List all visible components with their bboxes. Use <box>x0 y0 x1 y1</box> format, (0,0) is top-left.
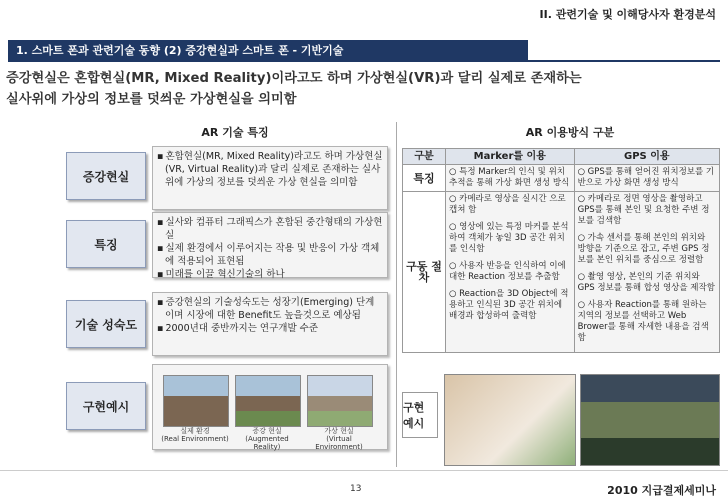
row-desc-maturity <box>152 292 388 356</box>
row-head-process: 구동 절차 <box>403 192 446 353</box>
footer-line <box>0 470 728 471</box>
process-step: ○ Reaction을 3D Object에 적용하고 인식된 3D 공간 위치에 배경과 합성하여 출력함 <box>449 289 569 321</box>
left-section-title: AR 기술 특징 <box>201 126 269 139</box>
summary-line-1: 증강현실은 혼합현실(MR, Mixed Reality)이라고도 하며 가상현실(VR)과 달리 실제로 존재하는 <box>6 71 582 86</box>
desc-item: ▪ 2000년대 중반까지는 연구개발 수준 <box>157 322 383 335</box>
title-underline <box>8 60 720 62</box>
process-step: ○ 영상에 있는 특정 마커를 분석하여 객체가 놓일 3D 공간 위치를 인식함 <box>449 222 569 254</box>
row-label-example: 구현예시 <box>66 382 146 430</box>
process-step: ○ 카메라로 정면 영상을 촬영하고 GPS를 통해 본인 및 요청한 주변 정보를 검색함 <box>577 194 710 226</box>
process-step: ○ 사용자 Reaction를 통해 원하는 지역의 정보를 선택하고 Web Brower를 통해 자세한 내용을 검색함 <box>577 300 709 343</box>
page-number: 13 <box>350 484 362 494</box>
row-desc-ar <box>152 146 388 210</box>
row-label-maturity: 기술 성숙도 <box>66 300 146 348</box>
process-gps <box>574 192 719 353</box>
section-divider <box>396 122 397 467</box>
footer-brand: 2010 지급결제세미나 <box>607 484 716 497</box>
section-header: II. 관련기술 및 이해당사자 환경분석 <box>539 8 716 21</box>
row-head-feature: 특징 <box>403 165 446 192</box>
col-header-marker: Marker를 이용 <box>446 149 575 165</box>
desc-item: ▪ 실제 환경에서 이루어지는 작용 및 반응이 가상 객체에 적용되어 표현됨 <box>157 242 383 268</box>
real-environment-photo <box>163 375 229 427</box>
caption-virtual: 가상 현실 (Virtual Environment) <box>315 427 363 451</box>
process-marker <box>446 192 575 353</box>
desc-item: ▪ 미래를 이끌 혁신기술의 하나 <box>157 268 383 281</box>
row-label-feature: 특징 <box>66 220 146 268</box>
process-step: ○ 촬영 영상, 본인의 기준 위치와 GPS 정보를 통해 합성 영상을 제작함 <box>577 272 715 293</box>
row-head-example: 구현 예시 <box>402 392 438 438</box>
caption-real: 실제 환경 (Real Environment) <box>161 427 229 443</box>
process-step: ○ 가속 센서를 통해 본인의 위치와 방향을 기준으로 잡고, 주변 GPS 정보를 본인 위치를 중심으로 정렬함 <box>577 233 710 265</box>
gps-example-photo <box>580 374 720 466</box>
summary-text <box>6 68 722 110</box>
right-section-title: AR 이용방식 구분 <box>525 126 615 139</box>
row-desc-feature <box>152 212 388 278</box>
ar-method-table <box>402 148 720 353</box>
desc-item: ▪ 실사와 컴퓨터 그래픽스가 혼합된 중간형태의 가상현실 <box>157 216 383 242</box>
example-images <box>152 364 388 450</box>
desc-item: ▪ 혼합현실(MR, Mixed Reality)라고도 하며 가상현실(VR, Virtual Reality)과 달리 실제로 존재하는 실사 위에 가상의 정보를 덧씌운 가상 현실을 의미함 <box>157 150 383 189</box>
process-step: ○ 카메라로 영상을 실시간 으로 캡쳐 함 <box>449 194 566 215</box>
process-step: ○ 사용자 반응을 인식하여 이에 대한 Reaction 정보를 추출함 <box>449 261 566 282</box>
summary-line-2: 실사위에 가상의 정보를 덧씌운 가상현실을 의미함 <box>6 92 297 107</box>
slide-title: 1. 스마트 폰과 관련기술 동향 (2) 증강현실과 스마트 폰 - 기반기술 <box>8 40 528 61</box>
feature-marker: ○ 특정 Marker의 인식 및 위치 추적을 통해 가상 화면 생성 방식 <box>446 165 575 192</box>
row-label-ar: 증강현실 <box>66 152 146 200</box>
feature-gps: ○ GPS를 통해 얻어진 위치정보를 기반으로 가상 화면 생성 방식 <box>574 165 719 192</box>
col-header-gps: GPS 이용 <box>574 149 719 165</box>
col-header-category: 구분 <box>403 149 446 165</box>
desc-item: ▪ 증강현실의 기술성숙도는 성장기(Emerging) 단계이며 시장에 대한 Benefit도 높을것으로 예상됨 <box>157 296 383 322</box>
virtual-environment-photo <box>307 375 373 427</box>
caption-augmented: 증강 현실 (Augmented Reality) <box>245 427 289 451</box>
marker-example-photo <box>444 374 576 466</box>
augmented-reality-photo <box>235 375 301 427</box>
